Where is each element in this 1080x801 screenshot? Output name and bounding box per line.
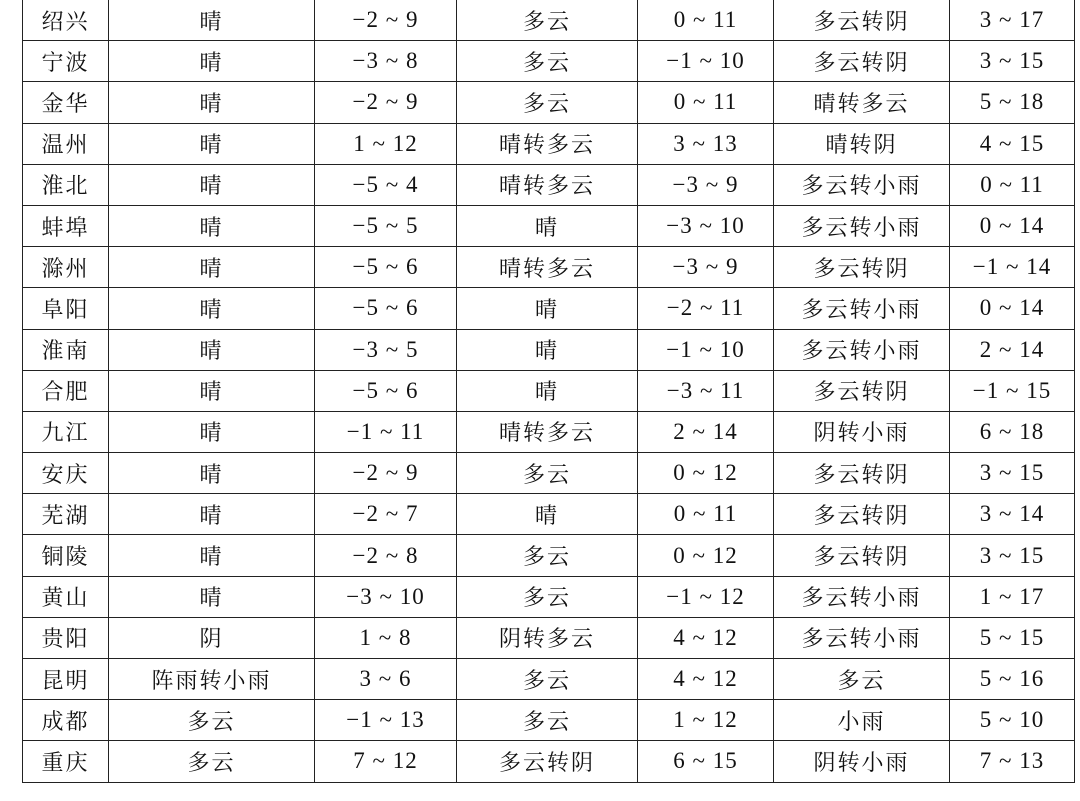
cell-day2-weather: 多云 [457,82,638,123]
cell-day1-weather: 晴 [109,329,315,370]
cell-day2-weather: 晴转多云 [457,247,638,288]
cell-city: 淮北 [23,164,109,205]
cell-day3-temp: 5 ~ 15 [950,617,1075,658]
forecast-table-container [22,0,1074,783]
table-row [23,494,1075,535]
cell-day1-temp: −3 ~ 5 [315,329,457,370]
cell-day1-temp: 1 ~ 12 [315,123,457,164]
forecast-table-body [23,0,1075,782]
cell-day3-temp: 0 ~ 14 [950,205,1075,246]
cell-day2-temp: −3 ~ 9 [638,247,774,288]
cell-city: 成都 [23,700,109,741]
cell-day1-weather: 多云 [109,741,315,782]
cell-city: 温州 [23,123,109,164]
cell-day1-weather: 晴 [109,41,315,82]
cell-day3-weather: 多云转小雨 [774,617,950,658]
cell-day2-weather: 多云 [457,535,638,576]
cell-day1-weather: 晴 [109,82,315,123]
cell-day1-temp: −5 ~ 6 [315,247,457,288]
cell-city: 贵阳 [23,617,109,658]
cell-day3-temp: 0 ~ 14 [950,288,1075,329]
cell-day2-temp: −3 ~ 10 [638,205,774,246]
cell-day2-temp: 0 ~ 12 [638,453,774,494]
cell-day3-temp: 1 ~ 17 [950,576,1075,617]
cell-day2-temp: −1 ~ 10 [638,41,774,82]
cell-day2-temp: 0 ~ 11 [638,494,774,535]
cell-day1-temp: −2 ~ 9 [315,453,457,494]
cell-day3-temp: 4 ~ 15 [950,123,1075,164]
table-row [23,164,1075,205]
cell-city: 黄山 [23,576,109,617]
table-row [23,659,1075,700]
cell-day3-weather: 多云转阴 [774,0,950,41]
cell-day2-weather: 多云 [457,576,638,617]
cell-city: 昆明 [23,659,109,700]
cell-day3-weather: 多云转阴 [774,535,950,576]
cell-day3-temp: 3 ~ 15 [950,453,1075,494]
table-row [23,288,1075,329]
table-row [23,247,1075,288]
cell-day2-weather: 晴 [457,329,638,370]
cell-day2-temp: 0 ~ 11 [638,0,774,41]
cell-day1-weather: 晴 [109,535,315,576]
cell-day2-weather: 晴转多云 [457,164,638,205]
cell-day3-temp: 3 ~ 14 [950,494,1075,535]
cell-day1-temp: −2 ~ 8 [315,535,457,576]
cell-day3-temp: 5 ~ 16 [950,659,1075,700]
cell-day2-weather: 晴 [457,494,638,535]
cell-day2-temp: 3 ~ 13 [638,123,774,164]
table-row [23,370,1075,411]
cell-city: 重庆 [23,741,109,782]
cell-day3-weather: 多云转小雨 [774,576,950,617]
table-row [23,411,1075,452]
weather-forecast-table [22,0,1075,783]
cell-day1-temp: −3 ~ 10 [315,576,457,617]
cell-day3-weather: 多云转阴 [774,247,950,288]
cell-day3-weather: 小雨 [774,700,950,741]
cell-city: 铜陵 [23,535,109,576]
cell-day1-weather: 晴 [109,453,315,494]
table-row [23,329,1075,370]
cell-day2-weather: 晴 [457,370,638,411]
cell-city: 阜阳 [23,288,109,329]
cell-city: 绍兴 [23,0,109,41]
cell-day2-temp: −1 ~ 12 [638,576,774,617]
cell-day3-weather: 晴转多云 [774,82,950,123]
cell-day3-weather: 多云转小雨 [774,329,950,370]
cell-day1-temp: −5 ~ 6 [315,288,457,329]
cell-day2-weather: 阴转多云 [457,617,638,658]
cell-day3-weather: 多云转小雨 [774,205,950,246]
cell-day1-weather: 晴 [109,494,315,535]
cell-day2-weather: 多云 [457,659,638,700]
cell-city: 宁波 [23,41,109,82]
cell-day3-temp: 7 ~ 13 [950,741,1075,782]
cell-day2-temp: −1 ~ 10 [638,329,774,370]
cell-day1-weather: 晴 [109,411,315,452]
cell-day2-temp: −3 ~ 11 [638,370,774,411]
cell-city: 滁州 [23,247,109,288]
cell-day1-weather: 晴 [109,123,315,164]
table-row [23,617,1075,658]
table-row [23,576,1075,617]
cell-day2-temp: 0 ~ 12 [638,535,774,576]
cell-day2-weather: 晴 [457,288,638,329]
cell-day1-weather: 晴 [109,247,315,288]
cell-day1-weather: 多云 [109,700,315,741]
cell-day1-temp: −1 ~ 11 [315,411,457,452]
cell-day3-weather: 晴转阴 [774,123,950,164]
cell-day1-temp: −2 ~ 9 [315,0,457,41]
cell-day1-temp: 3 ~ 6 [315,659,457,700]
table-row [23,123,1075,164]
cell-day2-temp: −2 ~ 11 [638,288,774,329]
cell-day1-temp: −3 ~ 8 [315,41,457,82]
cell-day2-weather: 多云 [457,0,638,41]
cell-day3-temp: 3 ~ 17 [950,0,1075,41]
cell-day2-weather: 多云 [457,700,638,741]
cell-day3-weather: 多云转阴 [774,494,950,535]
cell-city: 安庆 [23,453,109,494]
cell-day1-weather: 晴 [109,164,315,205]
cell-day2-temp: 4 ~ 12 [638,617,774,658]
cell-city: 合肥 [23,370,109,411]
cell-day3-temp: 3 ~ 15 [950,41,1075,82]
table-row [23,0,1075,41]
cell-day3-weather: 多云转小雨 [774,164,950,205]
cell-day3-weather: 多云转小雨 [774,288,950,329]
cell-day1-weather: 晴 [109,370,315,411]
cell-city: 九江 [23,411,109,452]
cell-day3-temp: 5 ~ 18 [950,82,1075,123]
table-row [23,41,1075,82]
cell-day3-temp: 5 ~ 10 [950,700,1075,741]
cell-day2-temp: 1 ~ 12 [638,700,774,741]
cell-day3-temp: 6 ~ 18 [950,411,1075,452]
cell-day2-weather: 多云转阴 [457,741,638,782]
cell-day2-weather: 晴转多云 [457,411,638,452]
table-row [23,453,1075,494]
cell-day1-weather: 晴 [109,205,315,246]
table-row [23,535,1075,576]
cell-day2-temp: 4 ~ 12 [638,659,774,700]
cell-day1-temp: 7 ~ 12 [315,741,457,782]
cell-day2-temp: 0 ~ 11 [638,82,774,123]
cell-day3-temp: −1 ~ 14 [950,247,1075,288]
cell-day2-temp: 6 ~ 15 [638,741,774,782]
cell-day1-weather: 晴 [109,0,315,41]
cell-day3-weather: 阴转小雨 [774,411,950,452]
cell-day3-temp: 2 ~ 14 [950,329,1075,370]
cell-day2-weather: 晴转多云 [457,123,638,164]
table-row [23,82,1075,123]
cell-day3-weather: 多云转阴 [774,370,950,411]
table-row [23,700,1075,741]
cell-day3-weather: 多云转阴 [774,41,950,82]
cell-day3-weather: 多云 [774,659,950,700]
cell-day1-temp: −2 ~ 9 [315,82,457,123]
table-row [23,205,1075,246]
cell-day2-weather: 多云 [457,41,638,82]
cell-day2-weather: 晴 [457,205,638,246]
cell-day2-weather: 多云 [457,453,638,494]
cell-day1-temp: −5 ~ 6 [315,370,457,411]
cell-day1-temp: −5 ~ 5 [315,205,457,246]
cell-day1-temp: −5 ~ 4 [315,164,457,205]
cell-day1-temp: −2 ~ 7 [315,494,457,535]
cell-day3-weather: 阴转小雨 [774,741,950,782]
cell-day1-weather: 晴 [109,576,315,617]
cell-day1-temp: −1 ~ 13 [315,700,457,741]
cell-day3-temp: 3 ~ 15 [950,535,1075,576]
cell-day1-weather: 阵雨转小雨 [109,659,315,700]
table-row [23,741,1075,782]
cell-city: 金华 [23,82,109,123]
cell-day1-temp: 1 ~ 8 [315,617,457,658]
cell-city: 蚌埠 [23,205,109,246]
cell-day1-weather: 阴 [109,617,315,658]
cell-city: 淮南 [23,329,109,370]
cell-city: 芜湖 [23,494,109,535]
cell-day3-weather: 多云转阴 [774,453,950,494]
cell-day3-temp: 0 ~ 11 [950,164,1075,205]
cell-day2-temp: 2 ~ 14 [638,411,774,452]
cell-day2-temp: −3 ~ 9 [638,164,774,205]
cell-day1-weather: 晴 [109,288,315,329]
cell-day3-temp: −1 ~ 15 [950,370,1075,411]
